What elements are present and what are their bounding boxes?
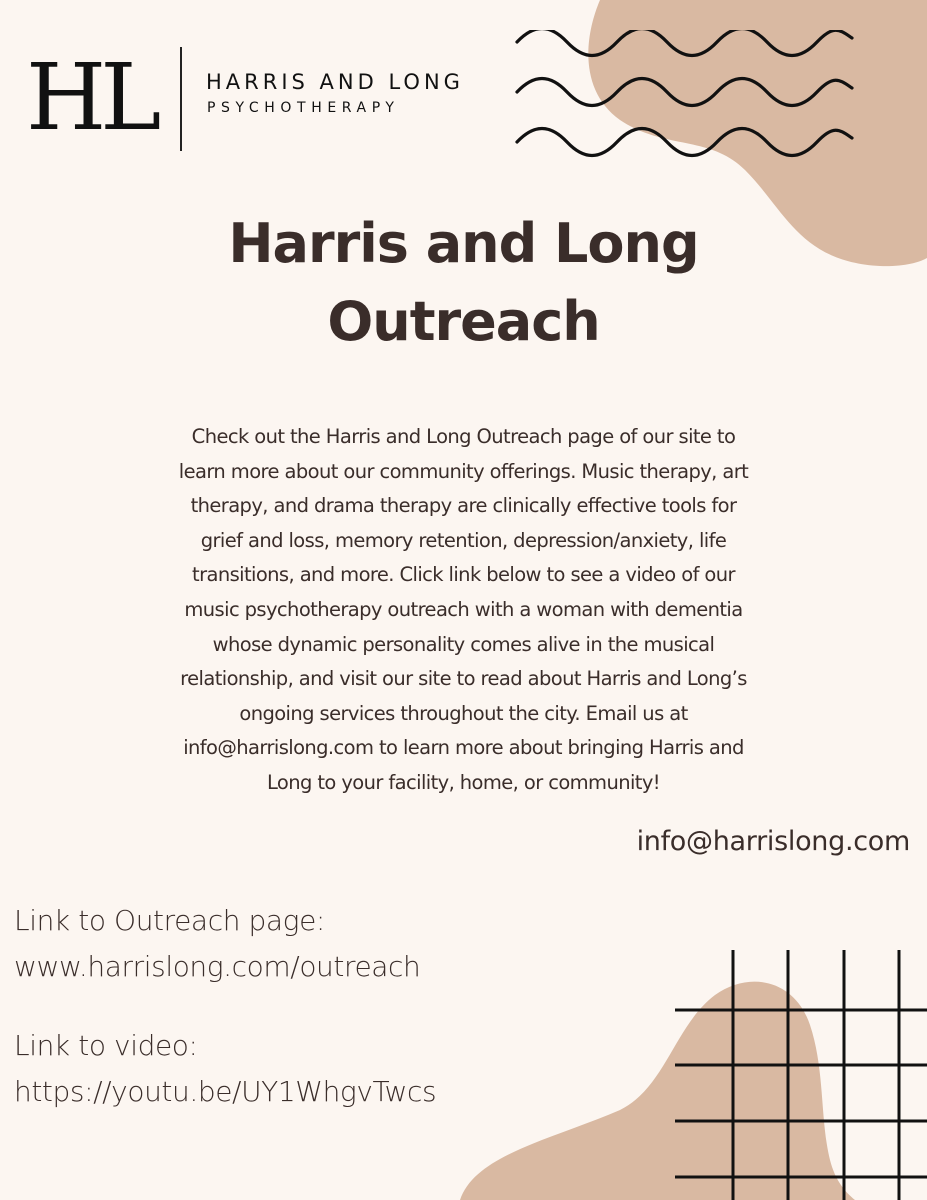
logo-divider [180, 47, 182, 151]
body-line: Check out the Harris and Long Outreach page of our site to [191, 425, 736, 448]
video-link-block [14, 1023, 436, 1115]
body-line: transitions, and more. Click link below to see a video of our [192, 563, 735, 587]
wavy-lines-icon [512, 30, 862, 180]
body-line: ongoing services throughout the city. Email us at [239, 701, 688, 725]
grid-lines-icon [670, 950, 927, 1200]
body-line: info@harrislong.com to learn more about bringing Harris and [183, 736, 744, 760]
body-line: relationship, and visit our site to read about Harris and Long’s [180, 667, 747, 691]
title-line-2: Outreach [327, 290, 600, 353]
body-line: learn more about our community offerings. Music therapy, art [178, 459, 749, 483]
logo-subtitle: PSYCHOTHERAPY [207, 100, 400, 116]
outreach-link[interactable]: www.harrislong.com/outreach [14, 950, 421, 983]
outreach-link-label: Link to Outreach page: [14, 904, 325, 937]
body-paragraph [120, 420, 807, 801]
body-line: Long to your facility, home, or community! [267, 770, 660, 794]
body-line: therapy, and drama therapy are clinically effective tools for [190, 494, 737, 518]
outreach-link-block [14, 898, 420, 990]
email-link[interactable]: info@harrislong.com [636, 826, 910, 857]
logo-name: HARRIS AND LONG [206, 70, 464, 94]
video-link[interactable]: https://youtu.be/UY1WhgvTwcs [14, 1075, 437, 1108]
body-line: music psychotherapy outreach with a woman with dementia [184, 597, 743, 621]
title-line-1: Harris and Long [228, 212, 699, 275]
video-link-label: Link to video: [14, 1029, 198, 1062]
body-line: whose dynamic personality comes alive in the musical [212, 632, 715, 656]
logo-monogram: HL [26, 44, 156, 151]
body-line: grief and loss, memory retention, depression/anxiety, life [200, 528, 727, 552]
page-title [120, 205, 807, 361]
